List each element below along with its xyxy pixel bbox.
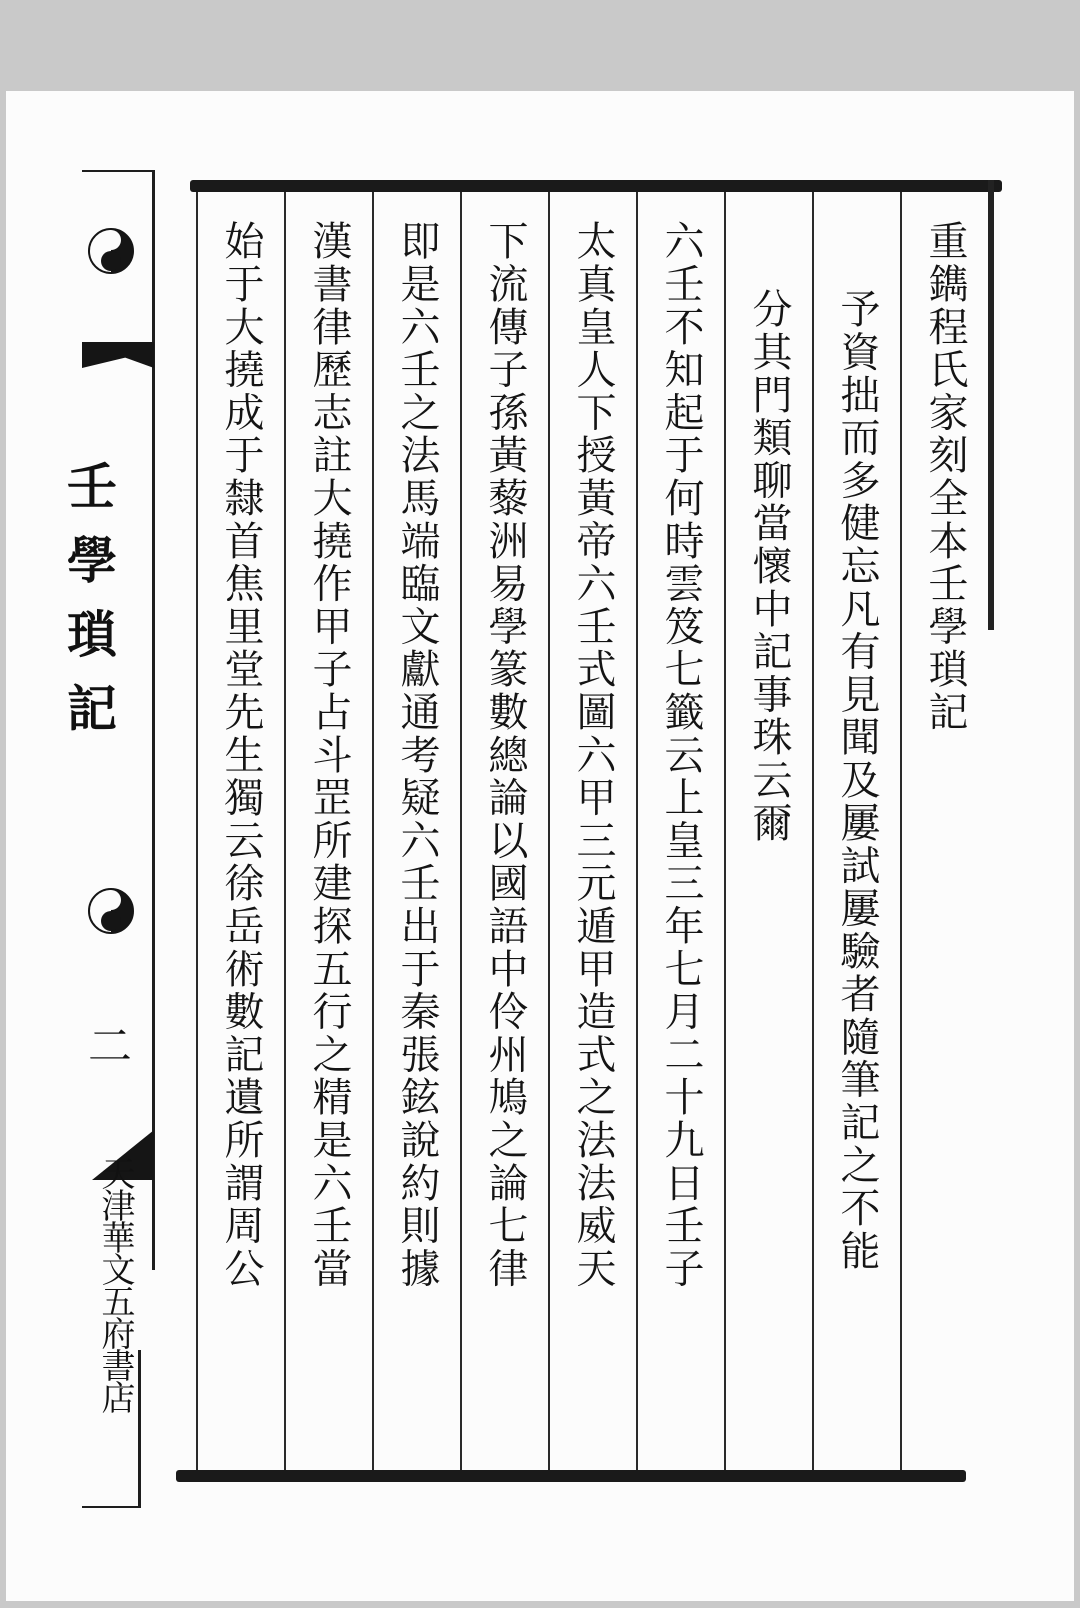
margin-right-rule (152, 170, 155, 1270)
margin-lower-rule (138, 1350, 141, 1508)
margin-top-rule (82, 170, 154, 172)
publisher-name: 天津華文五府書店 (95, 1156, 135, 1412)
column-text: 漢書律歷志註大撓作甲子占斗罡所建探五行之精是六壬當 (306, 220, 352, 1290)
column-text: 下流傳子孫黃藜洲易學篆數總論以國語中伶州鳩之論七律 (482, 220, 528, 1290)
text-column (636, 192, 724, 1470)
page-number: 二 (88, 1021, 132, 1072)
text-column (812, 192, 900, 1470)
frame-bottom-rule (176, 1470, 966, 1482)
text-column (284, 192, 372, 1470)
taiji-icon (88, 888, 134, 934)
book-title: 壬學瑣記 (59, 460, 118, 756)
taiji-icon (88, 228, 134, 274)
fishtail-mark-upper (82, 342, 154, 368)
text-columns (190, 192, 988, 1470)
column-text: 即是六壬之法馬端臨文獻通考疑六壬出于秦張鉉說約則據 (394, 220, 440, 1290)
text-column (900, 192, 988, 1470)
text-column (196, 192, 284, 1470)
column-text: 分其門類聊當懷中記事珠云爾 (746, 288, 792, 845)
column-text: 予資拙而多健忘凡有見聞及屢試屢驗者隨筆記之不能 (834, 288, 880, 1273)
frame-right-rule (988, 180, 994, 630)
page-margin-strip (59, 170, 154, 1508)
margin-bottom-rule (82, 1506, 138, 1508)
text-column (460, 192, 548, 1470)
text-frame (190, 180, 1002, 1480)
text-column (548, 192, 636, 1470)
column-text: 太真皇人下授黃帝六壬式圖六甲三元遁甲造式之法法威天 (570, 220, 616, 1290)
column-text: 六壬不知起于何時雲笈七籤云上皇三年七月二十九日壬子 (658, 220, 704, 1290)
frame-top-rule (190, 180, 1002, 192)
column-text: 始于大撓成于隸首焦里堂先生獨云徐岳術數記遺所謂周公 (218, 220, 264, 1290)
column-text: 重鐫程氏家刻全本壬學瑣記 (922, 220, 968, 734)
text-column (372, 192, 460, 1470)
text-column (724, 192, 812, 1470)
